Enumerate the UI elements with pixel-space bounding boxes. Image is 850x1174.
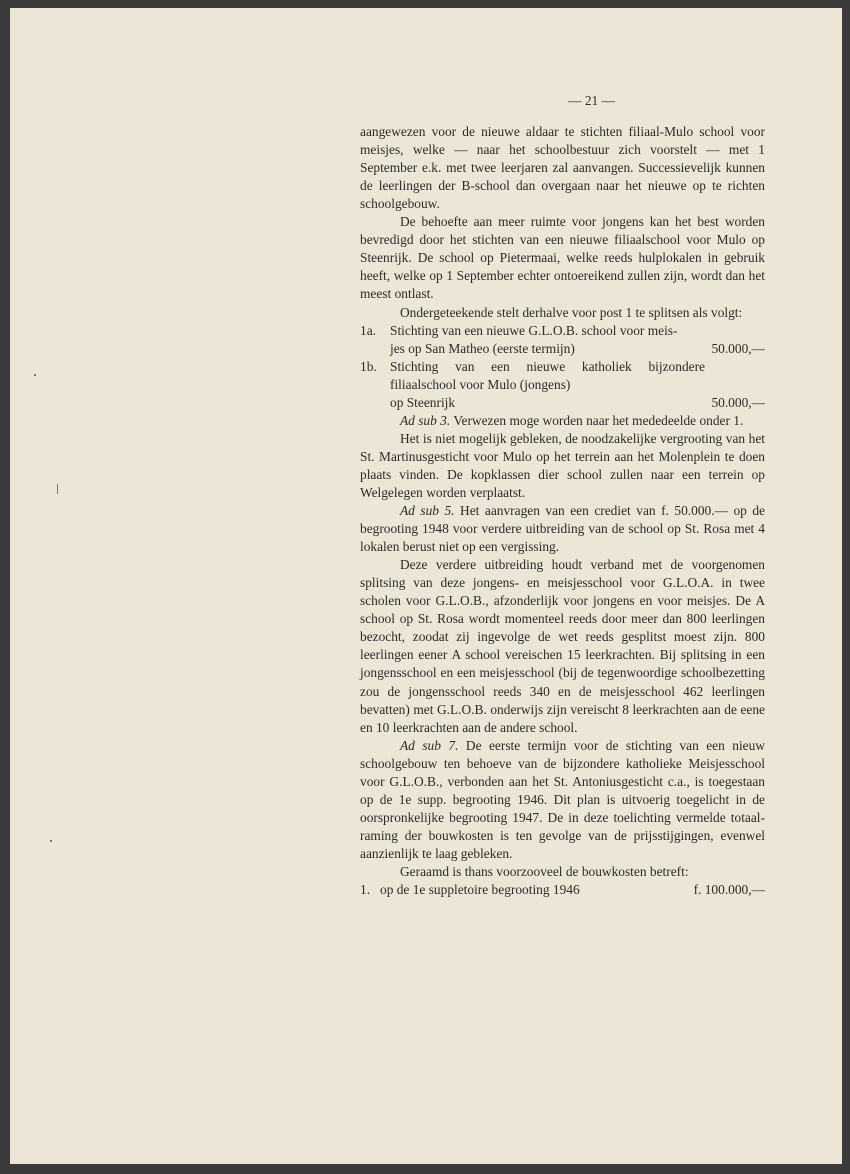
speck-mark	[50, 840, 52, 842]
paragraph	[360, 737, 765, 863]
paragraph	[360, 502, 765, 556]
item-number: 1a.	[360, 322, 376, 338]
item-text: Stichting van een nieuwe G.L.O.B. school voor meis-	[390, 322, 678, 338]
list-item	[360, 322, 765, 358]
paragraph: Het is niet mogelijk gebleken, de noodzakelijke vergrooting van het St. Martinusgesticht voor Mulo op het terrein aan het Molenplein te doen plaats vinden. De kopklassen dier school zullen naar een terrein op Welgelegen worden verplaatst.	[360, 430, 765, 500]
item-text: Stichting van een nieuwe katholiek bijzondere filiaalschool voor Mulo (jongens)	[390, 358, 705, 392]
item-amount: 50.000,—	[711, 394, 765, 410]
list-item	[360, 881, 765, 899]
item-number: 1.	[360, 882, 371, 898]
speck-mark	[57, 484, 58, 494]
item-amount: 50.000,—	[711, 340, 765, 356]
list-item	[360, 358, 765, 412]
paragraph: Deze verdere uitbreiding houdt verband met de voorgenomen splitsing van deze jongens- en meisjesschool voor G.L.O.A. in twee scholen voor G.L.O.B., afzonderlijk voor jongens en voor meisjes. De A school op St. Rosa wordt momenteel reeds door meer dan 800 leerlingen bezocht, zoodat zij ingevolge de wet reeds gesplitst moest zijn. 800 leerlingen eener A school vereischen 15 leerkrachten. Bij splitsing in een jongensschool en een meisjesschool (bij de tegenwoordige schoolbezetting zou de jongensschool reeds 340 en de meisjesschool 462 leerlingen bevatten) met G.L.O.B. onderwijs zijn vereischt 8 leerkrachten aan de eene en 10 leerkrachten aan de andere school.	[360, 557, 765, 735]
paragraph: Ondergeteekende stelt derhalve voor post 1 te splitsen als volgt:	[400, 304, 743, 320]
sub-label: Ad sub 5.	[400, 503, 455, 519]
paragraph-text: Het aanvragen van een crediet van f. 50.000.— op de begrooting 1948 voor verdere uitbreiding van de school op St. Rosa met 4 lokalen berust niet op een vergissing.	[360, 503, 765, 555]
paragraph: aangewezen voor de nieuwe aldaar te stichten filiaal-Mulo school voor meisjes, welke — naar het schoolbestuur zich voorstelt — met 1 September e.k. met twee leerjaren zal aanvangen. Successievelijk kunnen de leerlingen der B-school dan overgaan naar het nieuwe op te richten schoolgebouw.	[360, 124, 765, 212]
item-text: jes op San Matheo (eerste termijn)	[390, 340, 575, 356]
speck-mark	[34, 374, 36, 376]
text-column	[360, 92, 765, 899]
paragraph-text: De eerste termijn voor de stichting van een nieuw schoolgebouw ten behoeve van de bijzondere katholieke Meisjesschool voor G.L.O.B., verbonden aan het St. Antoniusgesticht c.a., is toegestaan op de 1e supp. begrooting 1946. Dit plan is uitvoerig toegelicht in de oorspronkelijke begrooting 1947. De in deze toelichting vermelde totaal-raming der bouwkosten is ten gevolge van de prijsstijgingen, evenwel aanzienlijk te laag gebleken.	[360, 737, 765, 861]
paragraph: Geraamd is thans voorzooveel de bouwkosten betreft:	[400, 863, 689, 879]
item-text: op de 1e suppletoire begrooting 1946	[380, 882, 580, 898]
page-number: — 21 —	[568, 93, 615, 108]
item-text: op Steenrijk	[390, 394, 456, 410]
item-amount: f. 100.000,—	[693, 882, 765, 898]
paragraph-text: Verwezen moge worden naar het mededeelde onder 1.	[453, 412, 744, 428]
paragraph	[360, 412, 765, 430]
sub-label: Ad sub 3.	[400, 412, 451, 428]
paragraph: De behoefte aan meer ruimte voor jongens kan het best worden bevredigd door het stichten van een nieuwe filiaalschool voor Mulo op Steenrijk. De school op Pietermaai, welke reeds hulplokalen in gebruik heeft, welke op 1 September echter ontoereikend zullen zijn, wordt dan het meest ontlast.	[360, 214, 765, 302]
sub-label: Ad sub 7.	[400, 737, 459, 753]
item-number: 1b.	[360, 358, 377, 374]
